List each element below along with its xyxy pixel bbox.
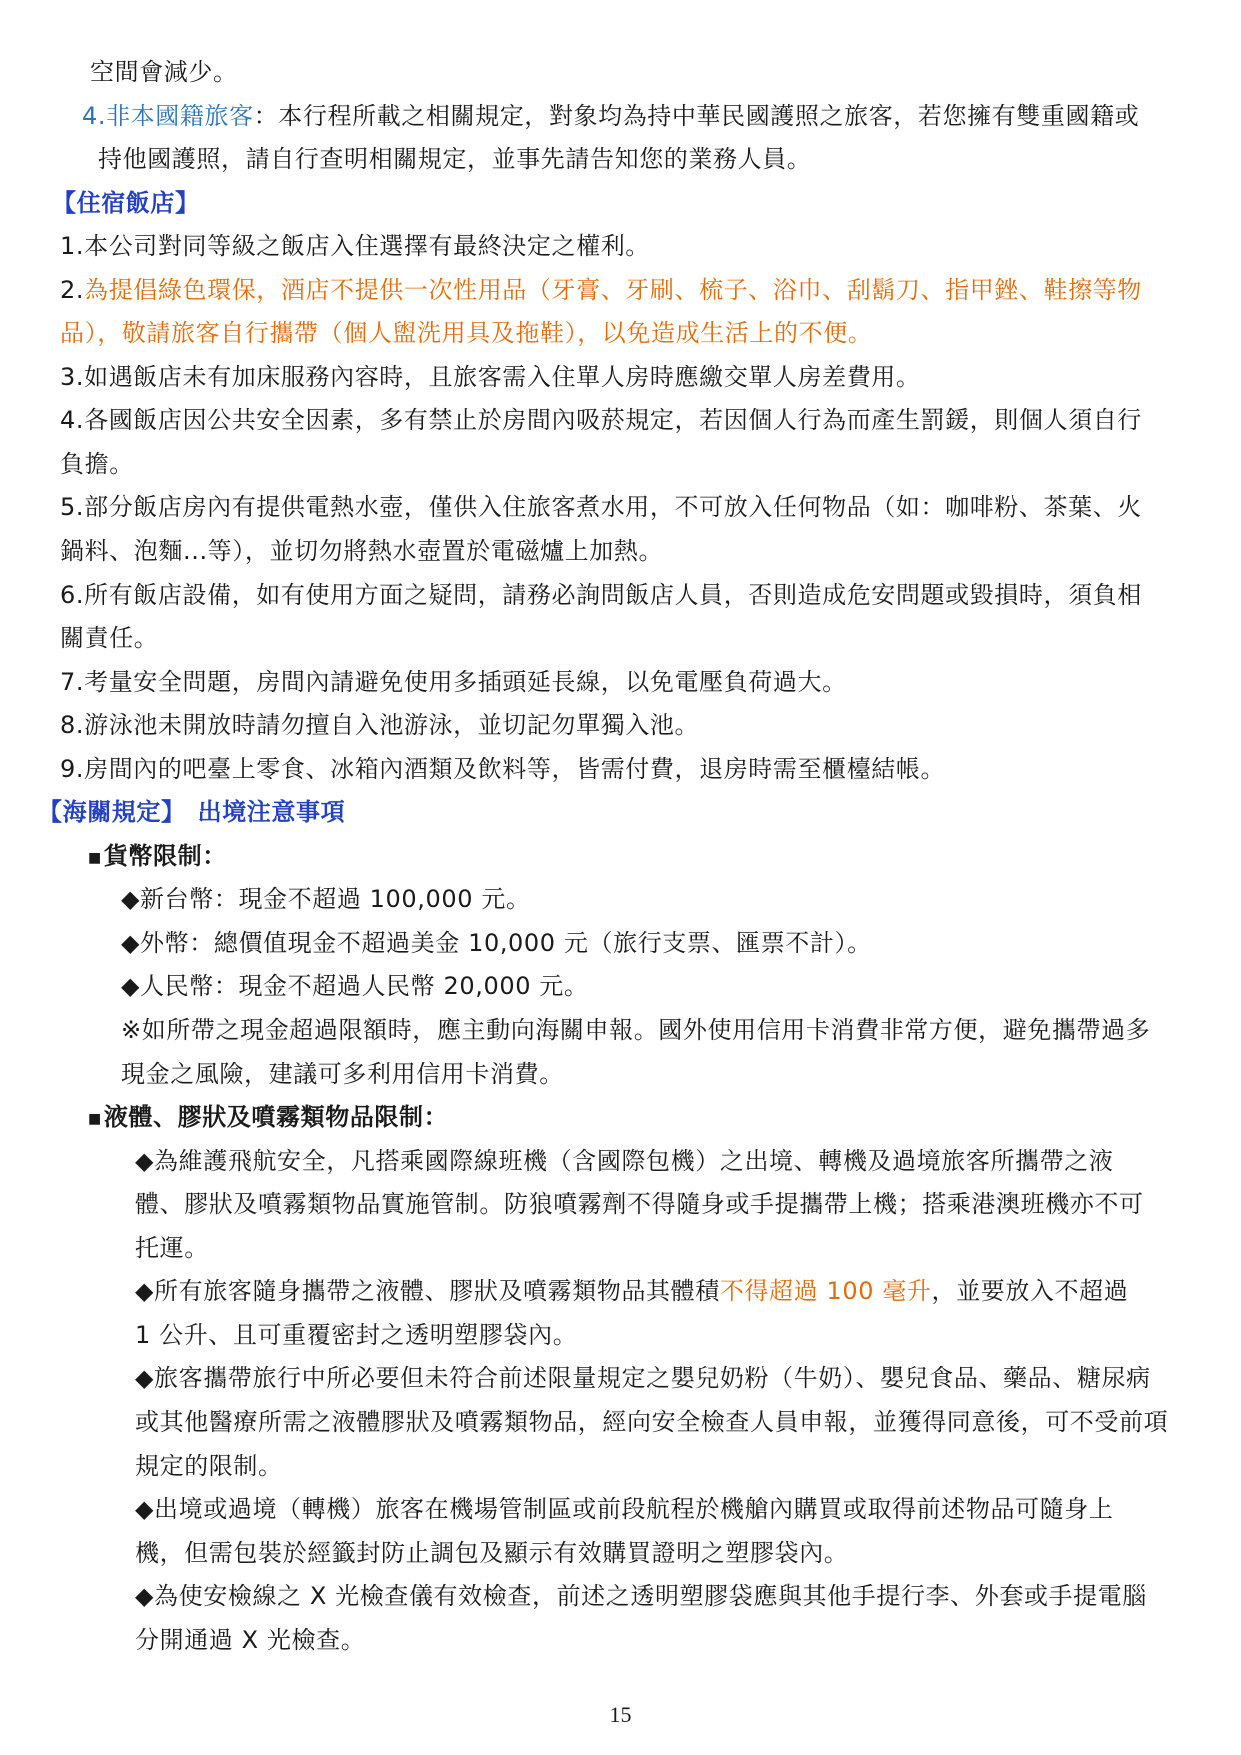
customs-heading: 【海關規定】	[38, 798, 186, 827]
liquids-limit-title	[0, 1096, 1241, 1140]
hotel-rule-3: 3.如遇飯店未有加床服務內容時，且旅客需入住單人房時應繳交單人房差費用。	[60, 362, 921, 391]
hotel-section-heading: 【住宿飯店】	[52, 188, 200, 217]
foreign-travelers-label: 4.非本國籍旅客	[82, 101, 254, 130]
hotel-rule-8: 8.游泳池未開放時請勿擅自入池游泳，並切記勿單獨入池。	[60, 711, 700, 740]
hotel-rule-9: 9.房間內的吧臺上零食、冰箱內酒類及飲料等，皆需付費，退房時需至櫃檯結帳。	[60, 754, 946, 783]
liquids-limit-title-text: 液體、膠狀及噴霧類物品限制：	[103, 1103, 449, 1132]
continuation-line: 空間會減少。	[90, 58, 238, 86]
currency-item-foreign: ◆外幣：總價值現金不超過美金 10,000 元（旅行支票、匯票不計）。	[121, 928, 872, 957]
page-content	[0, 51, 1241, 1662]
liquids-item-5: ◆為使安檢線之 X 光檢查儀有效檢查，前述之透明塑膠袋應與其他手提行李、外套或手提電腦	[135, 1582, 1147, 1611]
liquids-item-2	[0, 1270, 1241, 1314]
currency-limit-title	[0, 835, 1241, 879]
foreign-travelers-note	[0, 95, 1241, 139]
currency-item-rmb: ◆人民幣：現金不超過人民幣 20,000 元。	[121, 972, 589, 1001]
liquids-item-5-cont: 分開通過 X 光檢查。	[135, 1625, 366, 1654]
liquids-item-4-cont: 機，但需包裝於經籤封防止調包及顯示有效購買證明之塑膠袋內。	[135, 1538, 849, 1567]
hotel-rule-4: 4.各國飯店因公共安全因素，多有禁止於房間內吸菸規定，若因個人行為而產生罰鍰，則個人須自行	[60, 406, 1142, 435]
hotel-rule-2-number: 2.	[60, 275, 85, 304]
hotel-rule-6-cont: 關責任。	[60, 624, 159, 653]
customs-section-heading	[0, 791, 1241, 835]
hotel-rule-2-cont: 品），敬請旅客自行攜帶（個人盥洗用具及拖鞋），以免造成生活上的不便。	[60, 319, 873, 348]
hotel-rule-2	[0, 269, 1241, 313]
page-number: 15	[609, 1702, 632, 1727]
liquids-item-1-cont: 托運。	[135, 1233, 209, 1262]
currency-limit-title-text: 貨幣限制：	[103, 841, 227, 870]
hotel-rule-7: 7.考量安全問題，房間內請避免使用多插頭延長線，以免電壓負荷過大。	[60, 667, 847, 696]
volume-limit-highlight: 不得超過 100 毫升	[719, 1277, 932, 1306]
hotel-rule-1: 1.本公司對同等級之飯店入住選擇有最終決定之權利。	[60, 232, 650, 261]
square-bullet-icon: ■	[88, 1111, 102, 1128]
liquids-item-2-cont: 1 公升、且可重覆密封之透明塑膠袋內。	[135, 1320, 578, 1349]
liquids-item-1: ◆為維護飛航安全，凡搭乘國際線班機（含國際包機）之出境、轉機及過境旅客所攜帶之液	[135, 1146, 1114, 1175]
liquids-item-3: ◆旅客攜帶旅行中所必要但未符合前述限量規定之嬰兒奶粉（牛奶）、嬰兒食品、藥品、糖尿病	[135, 1364, 1151, 1393]
currency-note: ※如所帶之現金超過限額時，應主動向海關申報。國外使用信用卡消費非常方便，避免攜帶過多	[121, 1016, 1151, 1045]
hotel-rule-5-cont: 鍋料、泡麵...等），並切勿將熱水壺置於電磁爐上加熱。	[60, 537, 664, 566]
liquids-item-3-cont: 或其他醫療所需之液體膠狀及噴霧類物品，經向安全檢查人員申報，並獲得同意後，可不受前項	[135, 1407, 1169, 1436]
hotel-rule-5: 5.部分飯店房內有提供電熱水壺，僅供入住旅客煮水用，不可放入任何物品（如：咖啡粉、茶葉、火	[60, 493, 1142, 522]
foreign-travelers-text: ：本行程所載之相關規定，對象均為持中華民國護照之旅客，若您擁有雙重國籍或	[253, 101, 1140, 130]
currency-note-cont: 現金之風險，建議可多利用信用卡消費。	[121, 1059, 564, 1088]
foreign-travelers-text-cont: 持他國護照，請自行查明相關規定，並事先請告知您的業務人員。	[98, 145, 812, 174]
liquids-item-4: ◆出境或過境（轉機）旅客在機場管制區或前段航程於機艙內購買或取得前述物品可隨身上	[135, 1495, 1114, 1524]
liquids-item-3-cont: 規定的限制。	[135, 1451, 283, 1480]
currency-item-twd: ◆新台幣：現金不超過 100,000 元。	[121, 885, 531, 914]
hotel-rule-6: 6.所有飯店設備，如有使用方面之疑問，請務必詢問飯店人員，否則造成危安問題或毀損時，須負相	[60, 580, 1142, 609]
liquids-item-1-cont: 體、膠狀及噴霧類物品實施管制。防狼噴霧劑不得隨身或手提攜帶上機；搭乘港澳班機亦不可	[135, 1190, 1144, 1219]
square-bullet-icon: ■	[88, 849, 102, 866]
liquids-item-2-text: ，並要放入不超過	[931, 1277, 1129, 1306]
hotel-rule-2-text: 為提倡綠色環保，酒店不提供一次性用品（牙膏、牙刷、梳子、浴巾、刮鬍刀、指甲銼、鞋擦等物	[84, 275, 1142, 304]
customs-subheading: 出境注意事項	[197, 798, 346, 827]
liquids-item-2-text: ◆所有旅客隨身攜帶之液體、膠狀及噴霧類物品其體積	[135, 1277, 720, 1306]
hotel-rule-4-cont: 負擔。	[60, 449, 134, 478]
